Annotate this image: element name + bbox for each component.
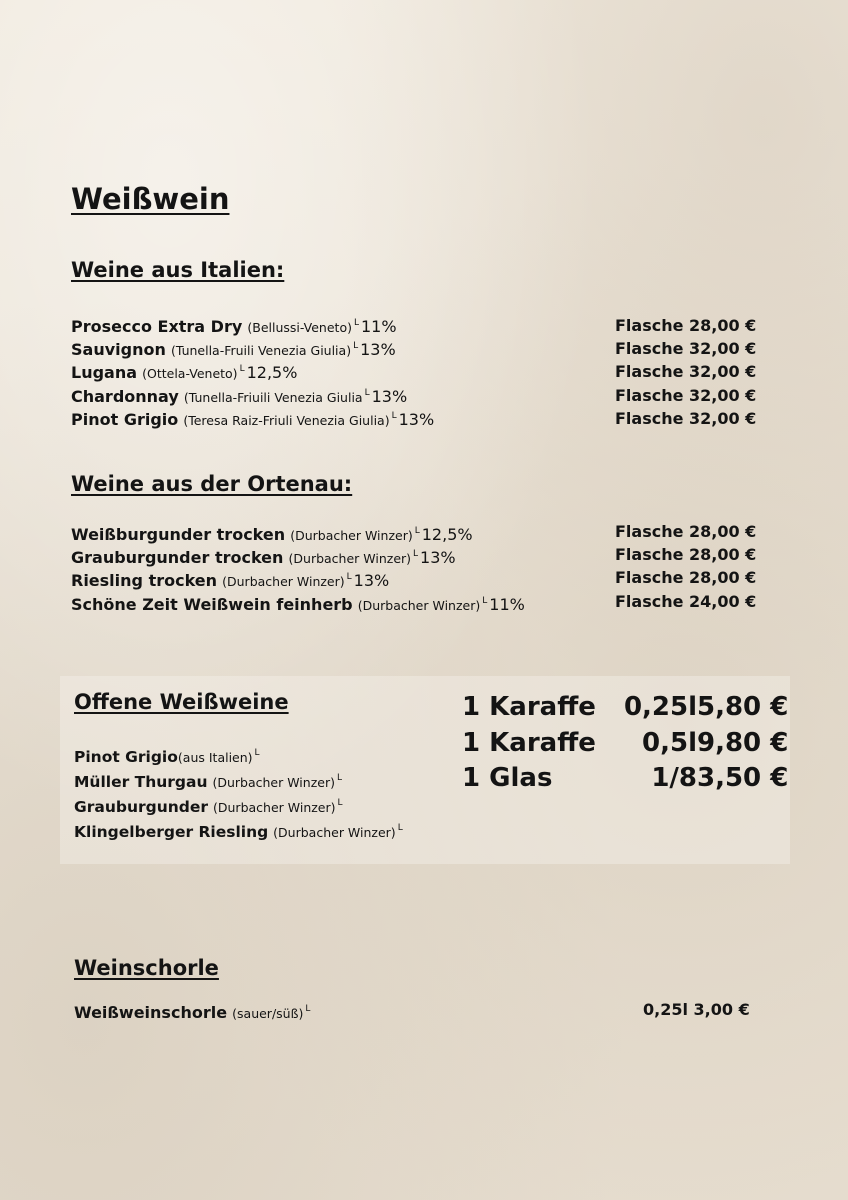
page-title: Weißwein [71, 182, 230, 216]
wine-item [71, 543, 611, 566]
wine-abv: 13% [420, 548, 456, 568]
wine-origin: (Durbacher Winzer) [357, 597, 481, 613]
wine-origin: (aus Italien) [177, 750, 253, 765]
price-value: 32,00 € [689, 385, 757, 405]
section-title-schorle: Weinschorle [74, 956, 219, 980]
wine-item [71, 358, 611, 381]
price-unit: Flasche [615, 316, 684, 335]
open-price-item [462, 761, 789, 797]
wine-abv: 13% [360, 340, 396, 360]
wine-name: Pinot Grigio [71, 409, 179, 429]
serving-label: 1 Glas [462, 763, 553, 793]
schorle-price [643, 998, 750, 1021]
serving-price: 3,50 € [697, 763, 789, 793]
price-unit: Flasche [615, 591, 684, 611]
wine-item [71, 405, 611, 428]
ortenau-wine-list [71, 520, 611, 613]
wine-origin: (Ottela-Veneto) [142, 366, 238, 382]
wine-name: Chardonnay [71, 386, 179, 406]
wine-origin: (Teresa Raiz-Friuli Venezia Giulia) [183, 412, 390, 428]
price-item [615, 520, 775, 543]
price-item [615, 590, 775, 613]
serving-label: 1 Karaffe [462, 727, 596, 758]
wine-name: Weißweinschorle [74, 1003, 228, 1022]
allergen-mark: L [353, 318, 359, 328]
wine-origin: (sauer/süß) [232, 1006, 304, 1021]
allergen-mark: L [305, 1004, 311, 1014]
wine-origin: (Durbacher Winzer) [222, 574, 345, 590]
price-item [615, 384, 775, 407]
wine-abv: 13% [353, 571, 390, 591]
allergen-mark: L [364, 387, 370, 398]
wine-origin: (Durbacher Winzer) [273, 825, 396, 840]
wine-item [71, 382, 611, 405]
wine-name: Grauburgunder trocken [71, 548, 284, 568]
wine-abv: 12,5% [246, 363, 298, 383]
wine-item [74, 816, 405, 841]
wine-name: Grauburgunder [74, 798, 209, 816]
wine-name: Schöne Zeit Weißwein feinherb [71, 594, 353, 614]
price-unit: Flasche [615, 362, 684, 382]
open-wine-prices [462, 690, 789, 797]
price-value: 32,00 € [689, 362, 757, 382]
price-item [615, 314, 775, 337]
serving-label: 1 Karaffe [462, 692, 596, 722]
wine-item [74, 741, 405, 766]
wine-name: Müller Thurgau [74, 773, 208, 791]
allergen-mark: L [336, 773, 342, 783]
wine-abv: 12,5% [421, 525, 473, 544]
wine-item [71, 566, 611, 589]
price-unit: Flasche [615, 545, 684, 565]
wine-item [74, 791, 405, 816]
wine-name: Sauvignon [71, 340, 166, 360]
section-title-ortenau: Weine aus der Ortenau: [71, 472, 353, 496]
italy-price-list [615, 314, 775, 430]
allergen-mark: L [414, 526, 420, 536]
serving-price: 9,80 € [697, 727, 789, 758]
price-value: 28,00 € [689, 568, 757, 588]
allergen-mark: L [391, 410, 397, 421]
wine-name: Pinot Grigio [74, 748, 178, 766]
wine-abv: 11% [361, 317, 397, 336]
wine-origin: (Durbacher Winzer) [213, 800, 336, 815]
wine-origin: (Bellussi-Veneto) [247, 320, 352, 335]
wine-item [71, 590, 611, 613]
wine-name: Weißburgunder trocken [71, 525, 286, 544]
allergen-mark: L [254, 748, 260, 758]
wine-item [74, 766, 405, 791]
open-wine-list [74, 741, 405, 841]
serving-size: 1/8 [651, 763, 697, 793]
price-item [615, 543, 775, 566]
allergen-mark: L [482, 595, 488, 606]
wine-abv: 11% [489, 594, 525, 614]
ortenau-price-list [615, 520, 775, 613]
wine-name: Prosecco Extra Dry [71, 317, 243, 336]
price-unit: Flasche [615, 522, 684, 541]
wine-item [71, 520, 611, 543]
price-value: 28,00 € [689, 522, 757, 541]
wine-origin: (Durbacher Winzer) [290, 528, 413, 543]
allergen-mark: L [239, 364, 245, 375]
wine-origin: (Durbacher Winzer) [212, 775, 335, 790]
italy-wine-list [71, 312, 611, 428]
serving-price: 5,80 € [697, 692, 789, 722]
allergen-mark: L [346, 572, 352, 583]
price-item [615, 360, 775, 383]
wine-origin: (Tunella-Friuili Venezia Giulia [183, 389, 363, 405]
allergen-mark: L [413, 549, 419, 560]
price-item [615, 337, 775, 360]
wine-abv: 13% [371, 386, 408, 406]
wine-origin: (Durbacher Winzer) [288, 551, 412, 567]
price-item [615, 407, 775, 430]
serving-size: 0,25l [643, 1000, 688, 1019]
section-title-italy: Weine aus Italien: [71, 258, 285, 282]
allergen-mark: L [353, 341, 359, 352]
price-value: 28,00 € [689, 316, 757, 335]
wine-origin: (Tunella-Fruili Venezia Giulia) [170, 343, 352, 359]
wine-abv: 13% [398, 409, 435, 429]
price-value: 24,00 € [689, 591, 757, 611]
wine-name: Lugana [71, 363, 138, 383]
section-title-open-wines: Offene Weißweine [74, 690, 289, 714]
open-price-item [462, 726, 789, 762]
price-unit: Flasche [615, 568, 684, 588]
price-item [615, 566, 775, 589]
serving-size: 0,25l [623, 692, 697, 722]
wine-name: Riesling trocken [71, 571, 218, 591]
serving-size: 0,5l [642, 727, 697, 758]
wine-name: Klingelberger Riesling [74, 823, 269, 841]
serving-price: 3,00 € [693, 1000, 750, 1019]
open-price-item [462, 690, 789, 726]
price-value: 32,00 € [689, 408, 757, 428]
price-unit: Flasche [615, 408, 684, 428]
price-unit: Flasche [615, 385, 684, 405]
wine-item [71, 335, 611, 358]
wine-item [71, 312, 611, 335]
price-value: 28,00 € [689, 545, 757, 565]
price-unit: Flasche [615, 339, 684, 359]
price-value: 32,00 € [689, 339, 757, 359]
allergen-mark: L [337, 798, 343, 808]
schorle-item [74, 998, 312, 1021]
allergen-mark: L [397, 823, 403, 833]
